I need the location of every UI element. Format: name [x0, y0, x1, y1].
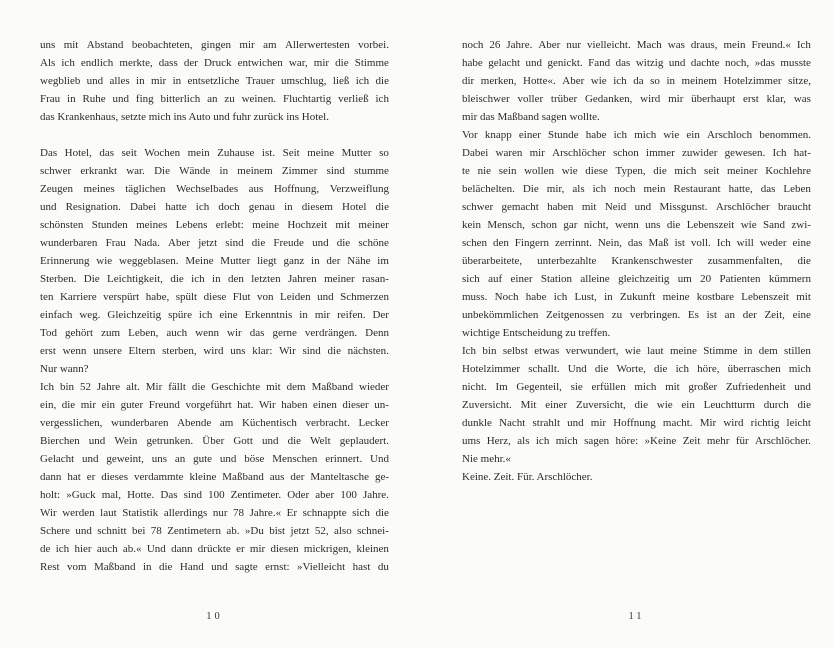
text-line: uns mit Abstand beobachteten, gingen mir am Allerwertesten vorbei. [40, 39, 389, 51]
text-line: Sterben. Die Leichtigkeit, die ich in den letzten Jahren meiner rasan- [40, 273, 389, 285]
text-line: ums Herz, als ich mich sagen höre: »Keine Zeit mehr für Arschlöcher. [462, 435, 811, 447]
text-line: ten Karriere verspürt habe, spült diese Flut von Leiden und Schmerzen [40, 291, 389, 303]
text-line: habe gelacht und genickt. Fand das witzig und dachte noch, »das musste [462, 57, 811, 69]
text-line: wunderbaren Frau Nada. Aber jetzt sind die Freude und die schöne [40, 237, 389, 249]
page-number-left: 10 [206, 611, 223, 622]
text-line: holt: »Guck mal, Hotte. Das sind 100 Zentimeter. Oder aber 100 Jahre. [40, 489, 389, 501]
text-line: de ich hier auch ab.« Und dann drückte er mir diesen mickrigen, kleinen [40, 543, 389, 555]
text-line: Hotelzimmer schallt. Und die Worte, die ich höre, überraschen mich [462, 363, 811, 375]
text-line: Bierchen und Wein getrunken. Über Gott und die Welt geplaudert. [40, 435, 389, 447]
text-line: einfach weg. Gleichzeitig spüre ich eine Erkenntnis in mir reifen. Der [40, 309, 389, 321]
text-line: Gelacht und geweint, uns an gute und böse Menschen erinnert. Und [40, 453, 389, 465]
text-line: Das Hotel, das seit Wochen mein Zuhause ist. Seit meine Mutter so [40, 147, 389, 159]
left-page-text [40, 36, 389, 576]
text-line: Frau in Ruhe und fing bitterlich an zu weinen. Fluchtartig verließ ich [40, 93, 389, 105]
text-line: Zeugen meines täglichen Wechselbades aus Hoffnung, Verzweiflung [40, 183, 389, 195]
text-line: dunkle Nacht strahlt und mir Hoffnung macht. Mir wird richtig leicht [462, 417, 811, 429]
text-line: wegblieb und alles in mir in entsetzliche Trauer umschlug, ließ ich die [40, 75, 389, 87]
text-line: Als ich endlich merkte, dass der Druck entwichen war, mir die Stimme [40, 57, 389, 69]
paragraph [40, 144, 389, 378]
text-line: unbekömmlichen Zeitgenossen zu verbringen. Es ist an der Zeit, eine [462, 309, 811, 321]
paragraph [40, 36, 389, 126]
text-line: bleischwer voller trüber Gedanken, wird mir überhaupt erst klar, was [462, 93, 811, 105]
text-line: schen den Fingern zerrinnt. Nein, das Maß ist voll. Ich will weder eine [462, 237, 811, 249]
text-line: mir das Maßband sagen wollte. [462, 111, 600, 123]
text-line: muss. Noch habe ich Lust, in Zukunft meine kostbare Lebenszeit mit [462, 291, 811, 303]
paragraph [462, 342, 811, 468]
text-line: Ich bin selbst etwas verwundert, wie laut meine Stimme in dem stillen [462, 345, 811, 357]
text-line: Vor knapp einer Stunde habe ich mich wie ein Arschloch benommen. [462, 129, 811, 141]
text-line: Nur wann? [40, 363, 89, 375]
text-line: und Resignation. Dabei hatte ich doch genau in diesem Hotel die [40, 201, 389, 213]
text-line: dann hat er dieses verdammte kleine Maßband aus der Manteltasche ge- [40, 471, 389, 483]
text-line: vergesslichen, wunderbaren Abende am Küchentisch verbracht. Lecker [40, 417, 389, 429]
text-line: dir merken, Hotte«. Aber wie ich da so in meinem Hotelzimmer sitze, [462, 75, 811, 87]
text-line: erst wenn unsere Eltern sterben, wird uns klar: Wir sind die nächsten. [40, 345, 389, 357]
text-line: Erinnerung wie weggeblasen. Meine Mutter liegt ganz in der Nähe im [40, 255, 389, 267]
right-page-text [462, 36, 811, 486]
text-line: sich auf einer Station alleine gleichzeitig um 20 Patienten kümmern [462, 273, 811, 285]
paragraph [462, 126, 811, 342]
text-line: Wir werden laut Statistik allerdings nur 78 Jahre.« Er schnappte sich die [40, 507, 389, 519]
text-line: kein Mensch, schon gar nicht, wenn uns die Lebenszeit wie Sand zwi- [462, 219, 811, 231]
text-line: Dabei waren mir Arschlöcher schon immer zuwider gewesen. Ich hat- [462, 147, 811, 159]
page-number-right: 11 [628, 611, 645, 622]
text-line: schwer gemacht haben mit Neid und Missgunst. Arschlöcher braucht [462, 201, 811, 213]
paragraph [40, 378, 389, 576]
text-line: belächelten. Die mir, als ich noch mein Restaurant hatte, das Leben [462, 183, 811, 195]
text-line: wichtige Entscheidung zu treffen. [462, 327, 611, 339]
text-line: schwer erkrankt war. Die Wände in meinem Zimmer sind stumme [40, 165, 389, 177]
text-line: nicht. Im Gegenteil, sie erfüllen mich mit großer Zufriedenheit und [462, 381, 811, 393]
text-line: ein, die mir ein guter Freund vorgeführt hat. Wir haben einen dieser un- [40, 399, 389, 411]
text-line: Nie mehr.« [462, 453, 511, 465]
text-line: Zuversicht. Mit einer Zuversicht, die wie ein Leuchtturm durch die [462, 399, 811, 411]
text-line: Ich bin 52 Jahre alt. Mir fällt die Geschichte mit dem Maßband wieder [40, 381, 389, 393]
paragraph [462, 36, 811, 126]
text-line: das Krankenhaus, setzte mich ins Auto und fuhr zurück ins Hotel. [40, 111, 329, 123]
text-line: schönsten Stunden meines Lebens erlebt: meine Hochzeit mit meiner [40, 219, 389, 231]
text-line: te nie sein wollen wie diese Typen, die mich seit meiner Kochlehre [462, 165, 811, 177]
paragraph [462, 468, 811, 486]
text-line: Tod gehört zum Leben, auch wenn wir das gerne verdrängen. Denn [40, 327, 389, 339]
text-line: noch 26 Jahre. Aber nur vielleicht. Mach was draus, mein Freund.« Ich [462, 39, 811, 51]
text-line: Rest vom Maßband in die Hand und sagte ernst: »Vielleicht hast du [40, 561, 389, 573]
text-line: überarbeitete, unterbezahlte Krankenschwester zusammenfalten, die [462, 255, 811, 267]
text-line: Schere und schnitt bei 78 Zentimetern ab. »Du bist jetzt 52, also schnei- [40, 525, 389, 537]
text-line: Keine. Zeit. Für. Arschlöcher. [462, 471, 593, 483]
